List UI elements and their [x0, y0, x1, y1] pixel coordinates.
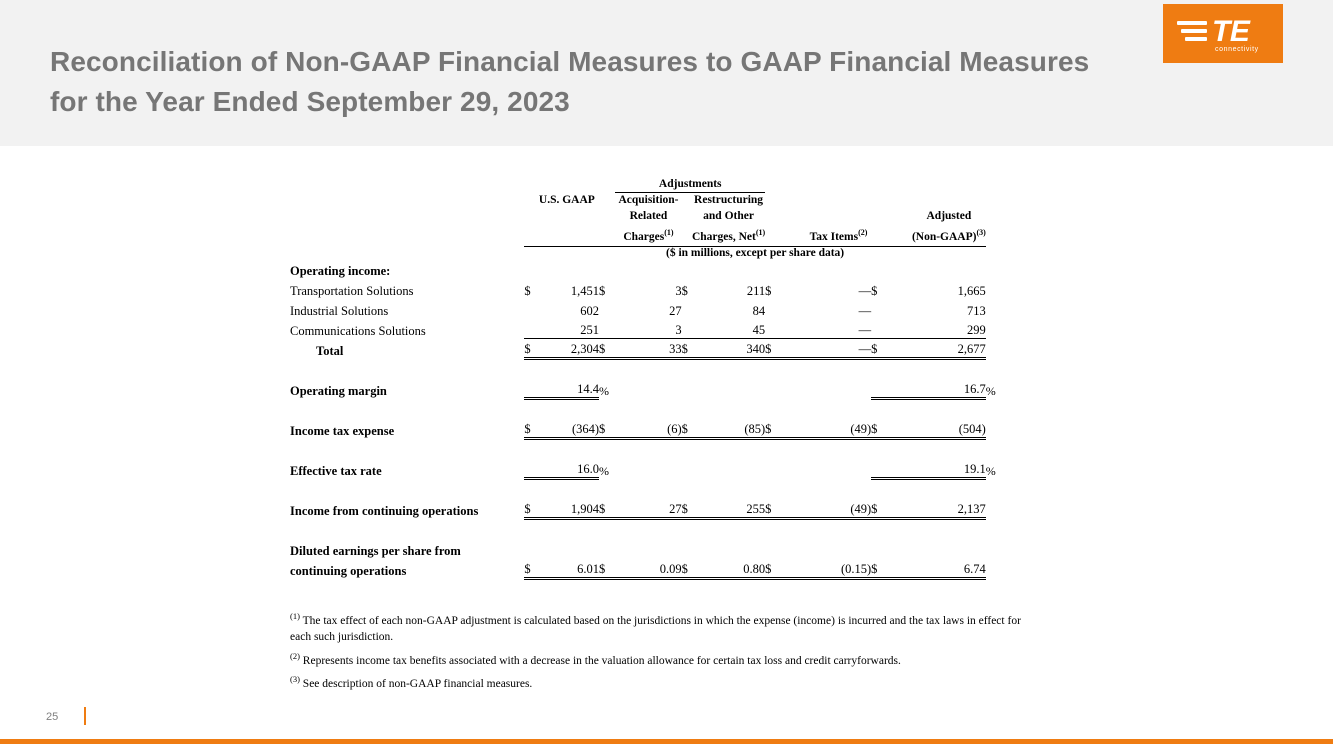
footnote-2-marker: (2): [290, 650, 300, 661]
cell-value: (364): [535, 419, 599, 439]
col-header-restr-l3: Charges, Net: [691, 230, 756, 243]
footnote-3-text: See description of non-GAAP financial measures.: [302, 677, 533, 690]
cell-currency: [765, 299, 806, 319]
cell-value: 84: [752, 303, 766, 318]
financial-table-container: [290, 178, 1050, 580]
cell-currency: $: [765, 559, 806, 579]
spacer-row: [290, 519, 1040, 539]
table-row: [290, 319, 1040, 339]
cell-value: (0.15): [806, 559, 871, 579]
cell-value: 3: [675, 283, 682, 298]
row-label-income-continuing: Income from continuing operations: [290, 503, 479, 518]
table-row: [290, 539, 1040, 559]
cell-currency: $: [765, 283, 772, 298]
table-row: [290, 259, 1040, 279]
cell-currency: $: [599, 559, 615, 579]
spacer-row: [290, 359, 1040, 379]
cell-value: 27: [669, 303, 682, 318]
col-header-usgaap-l1: U.S. GAAP: [538, 194, 595, 206]
cell-value: 16.0: [535, 459, 599, 479]
page-number-accent: [84, 707, 86, 725]
footer-accent-bar: [0, 739, 1333, 744]
spacer-row: [290, 439, 1040, 459]
col-header-acq-l2: Related: [629, 210, 668, 222]
table-row: [290, 279, 1040, 299]
cell-value: 0.80: [692, 559, 765, 579]
cell-value: 2,137: [912, 499, 986, 519]
cell-value: —: [858, 283, 872, 298]
section-heading-operating-income: Operating income:: [290, 263, 391, 278]
cell-value: 340: [692, 339, 765, 359]
cell-unit: %: [985, 463, 996, 478]
table-header-line1: [290, 193, 1040, 209]
page-number: 25: [46, 711, 59, 723]
cell-currency: $: [524, 283, 531, 298]
cell-value: 211: [746, 283, 766, 298]
cell-currency: $: [871, 283, 878, 298]
cell-currency: $: [682, 339, 692, 359]
cell-currency: $: [765, 499, 806, 519]
cell-value: 33: [615, 339, 681, 359]
cell-unit: %: [599, 383, 610, 398]
row-label-effective-tax-rate: Effective tax rate: [290, 463, 382, 478]
table-row: [290, 299, 1040, 319]
cell-value: 1,665: [957, 283, 986, 298]
logo-bars-icon: [1177, 21, 1207, 43]
col-header-acq-l3: Charges: [623, 230, 665, 243]
te-connectivity-logo: [1163, 4, 1283, 63]
cell-currency: [871, 299, 912, 319]
cell-unit: %: [599, 463, 610, 478]
cell-value: (504): [912, 419, 986, 439]
footnote-1-marker: (1): [290, 611, 300, 621]
col-header-adj-l2: Adjusted: [926, 210, 972, 222]
reconciliation-table: [290, 178, 1040, 580]
row-label-industrial: Industrial Solutions: [290, 303, 389, 318]
footnote-2: [290, 648, 1035, 669]
cell-value: —: [806, 339, 871, 359]
cell-value: —: [858, 303, 872, 318]
cell-currency: $: [682, 419, 692, 439]
cell-currency: $: [871, 559, 912, 579]
cell-currency: $: [765, 339, 806, 359]
cell-value: 6.01: [535, 559, 599, 579]
cell-currency: $: [599, 499, 615, 519]
spacer-row: [290, 399, 1040, 419]
cell-currency: [765, 319, 806, 339]
row-label-income-tax-expense: Income tax expense: [290, 423, 395, 438]
cell-currency: $: [524, 499, 534, 519]
cell-value: 16.7: [912, 379, 986, 399]
table-group-header-row: [290, 178, 1040, 193]
cell-value: 45: [692, 319, 765, 339]
logo-wordmark: TE: [1212, 15, 1250, 48]
col-header-restr-l1: Restructuring: [694, 194, 764, 206]
cell-value: 0.09: [615, 559, 681, 579]
cell-currency: [599, 319, 615, 339]
cell-currency: $: [599, 339, 615, 359]
table-row: [290, 559, 1040, 579]
row-label-diluted-eps-line2: continuing operations: [290, 563, 407, 578]
cell-value: (49): [806, 419, 871, 439]
footnote-1-text: The tax effect of each non-GAAP adjustment is calculated based on the jurisdictions in which the expense (income) is incurred and the tax laws in effect for each such jurisdiction.: [290, 614, 1021, 644]
table-row: [290, 379, 1040, 399]
row-label-communications: Communications Solutions: [290, 323, 426, 338]
cell-currency: $: [599, 283, 606, 298]
cell-currency: $: [871, 339, 912, 359]
page-title: Reconciliation of Non-GAAP Financial Measures to GAAP Financial Measures for the Year Ended September 29, 2023: [50, 46, 1090, 117]
footnotes: [290, 608, 1035, 694]
col-header-adj-sup: (3): [976, 228, 986, 237]
footnote-3: [290, 671, 1035, 692]
cell-value: (49): [806, 499, 871, 519]
cell-currency: $: [871, 499, 912, 519]
cell-value: 2,677: [912, 339, 986, 359]
table-header-line3: [290, 225, 1040, 246]
cell-currency: $: [524, 339, 534, 359]
cell-currency: $: [682, 559, 692, 579]
row-label-transportation: Transportation Solutions: [290, 283, 414, 298]
cell-currency: [599, 299, 615, 319]
spacer-row: [290, 479, 1040, 499]
cell-currency: $: [524, 559, 534, 579]
table-row: [290, 459, 1040, 479]
cell-currency: $: [599, 419, 615, 439]
cell-value: —: [806, 319, 871, 339]
table-header-line2: [290, 209, 1040, 225]
cell-currency: [682, 319, 692, 339]
cell-currency: $: [681, 283, 688, 298]
cell-value: 3: [615, 319, 681, 339]
col-header-acq-l1: Acquisition-: [618, 194, 679, 206]
cell-value: 1,904: [535, 499, 599, 519]
units-note: ($ in millions, except per share data): [666, 246, 845, 259]
table-units-row: [290, 246, 1040, 259]
cell-value: 251: [535, 319, 599, 339]
col-header-restr-l2: and Other: [703, 210, 754, 222]
table-row: [290, 419, 1040, 439]
cell-currency: $: [524, 419, 534, 439]
col-header-tax-sup: (2): [858, 228, 868, 237]
cell-currency: [682, 299, 692, 319]
row-label-operating-margin: Operating margin: [290, 383, 387, 398]
row-label-diluted-eps-line1: Diluted earnings per share from: [290, 543, 461, 558]
cell-value: 602: [580, 303, 600, 318]
cell-value: 27: [615, 499, 681, 519]
logo-tagline: connectivity: [1215, 46, 1259, 53]
cell-value: 19.1: [912, 459, 986, 479]
cell-currency: [524, 299, 534, 319]
cell-value: 1,451: [570, 283, 600, 298]
table-row: [290, 499, 1040, 519]
footnote-1: [290, 608, 1035, 646]
cell-unit: %: [985, 383, 996, 398]
cell-value: 299: [912, 319, 986, 339]
cell-currency: $: [871, 419, 912, 439]
col-header-tax-l3: Tax Items: [809, 230, 859, 243]
cell-value: 713: [967, 303, 986, 318]
table-row: [290, 339, 1040, 359]
cell-value: 6.74: [912, 559, 986, 579]
cell-currency: $: [765, 419, 806, 439]
col-header-adj-l3: (Non-GAAP): [911, 230, 977, 243]
row-label-total: Total: [316, 343, 344, 358]
cell-currency: $: [682, 499, 692, 519]
cell-value: 2,304: [535, 339, 599, 359]
cell-value: 255: [692, 499, 765, 519]
cell-value: 14.4: [535, 379, 599, 399]
cell-value: (85): [692, 419, 765, 439]
col-header-restr-sup: (1): [755, 228, 766, 237]
cell-value: (6): [615, 419, 681, 439]
group-header-adjustments: Adjustments: [615, 178, 765, 193]
col-header-acq-sup: (1): [664, 228, 674, 237]
footnote-3-marker: (3): [290, 674, 300, 685]
cell-currency: [524, 319, 534, 339]
cell-currency: [871, 319, 912, 339]
footnote-2-text: Represents income tax benefits associated with a decrease in the valuation allowance for certain tax loss and credit carryforwards.: [302, 654, 901, 667]
